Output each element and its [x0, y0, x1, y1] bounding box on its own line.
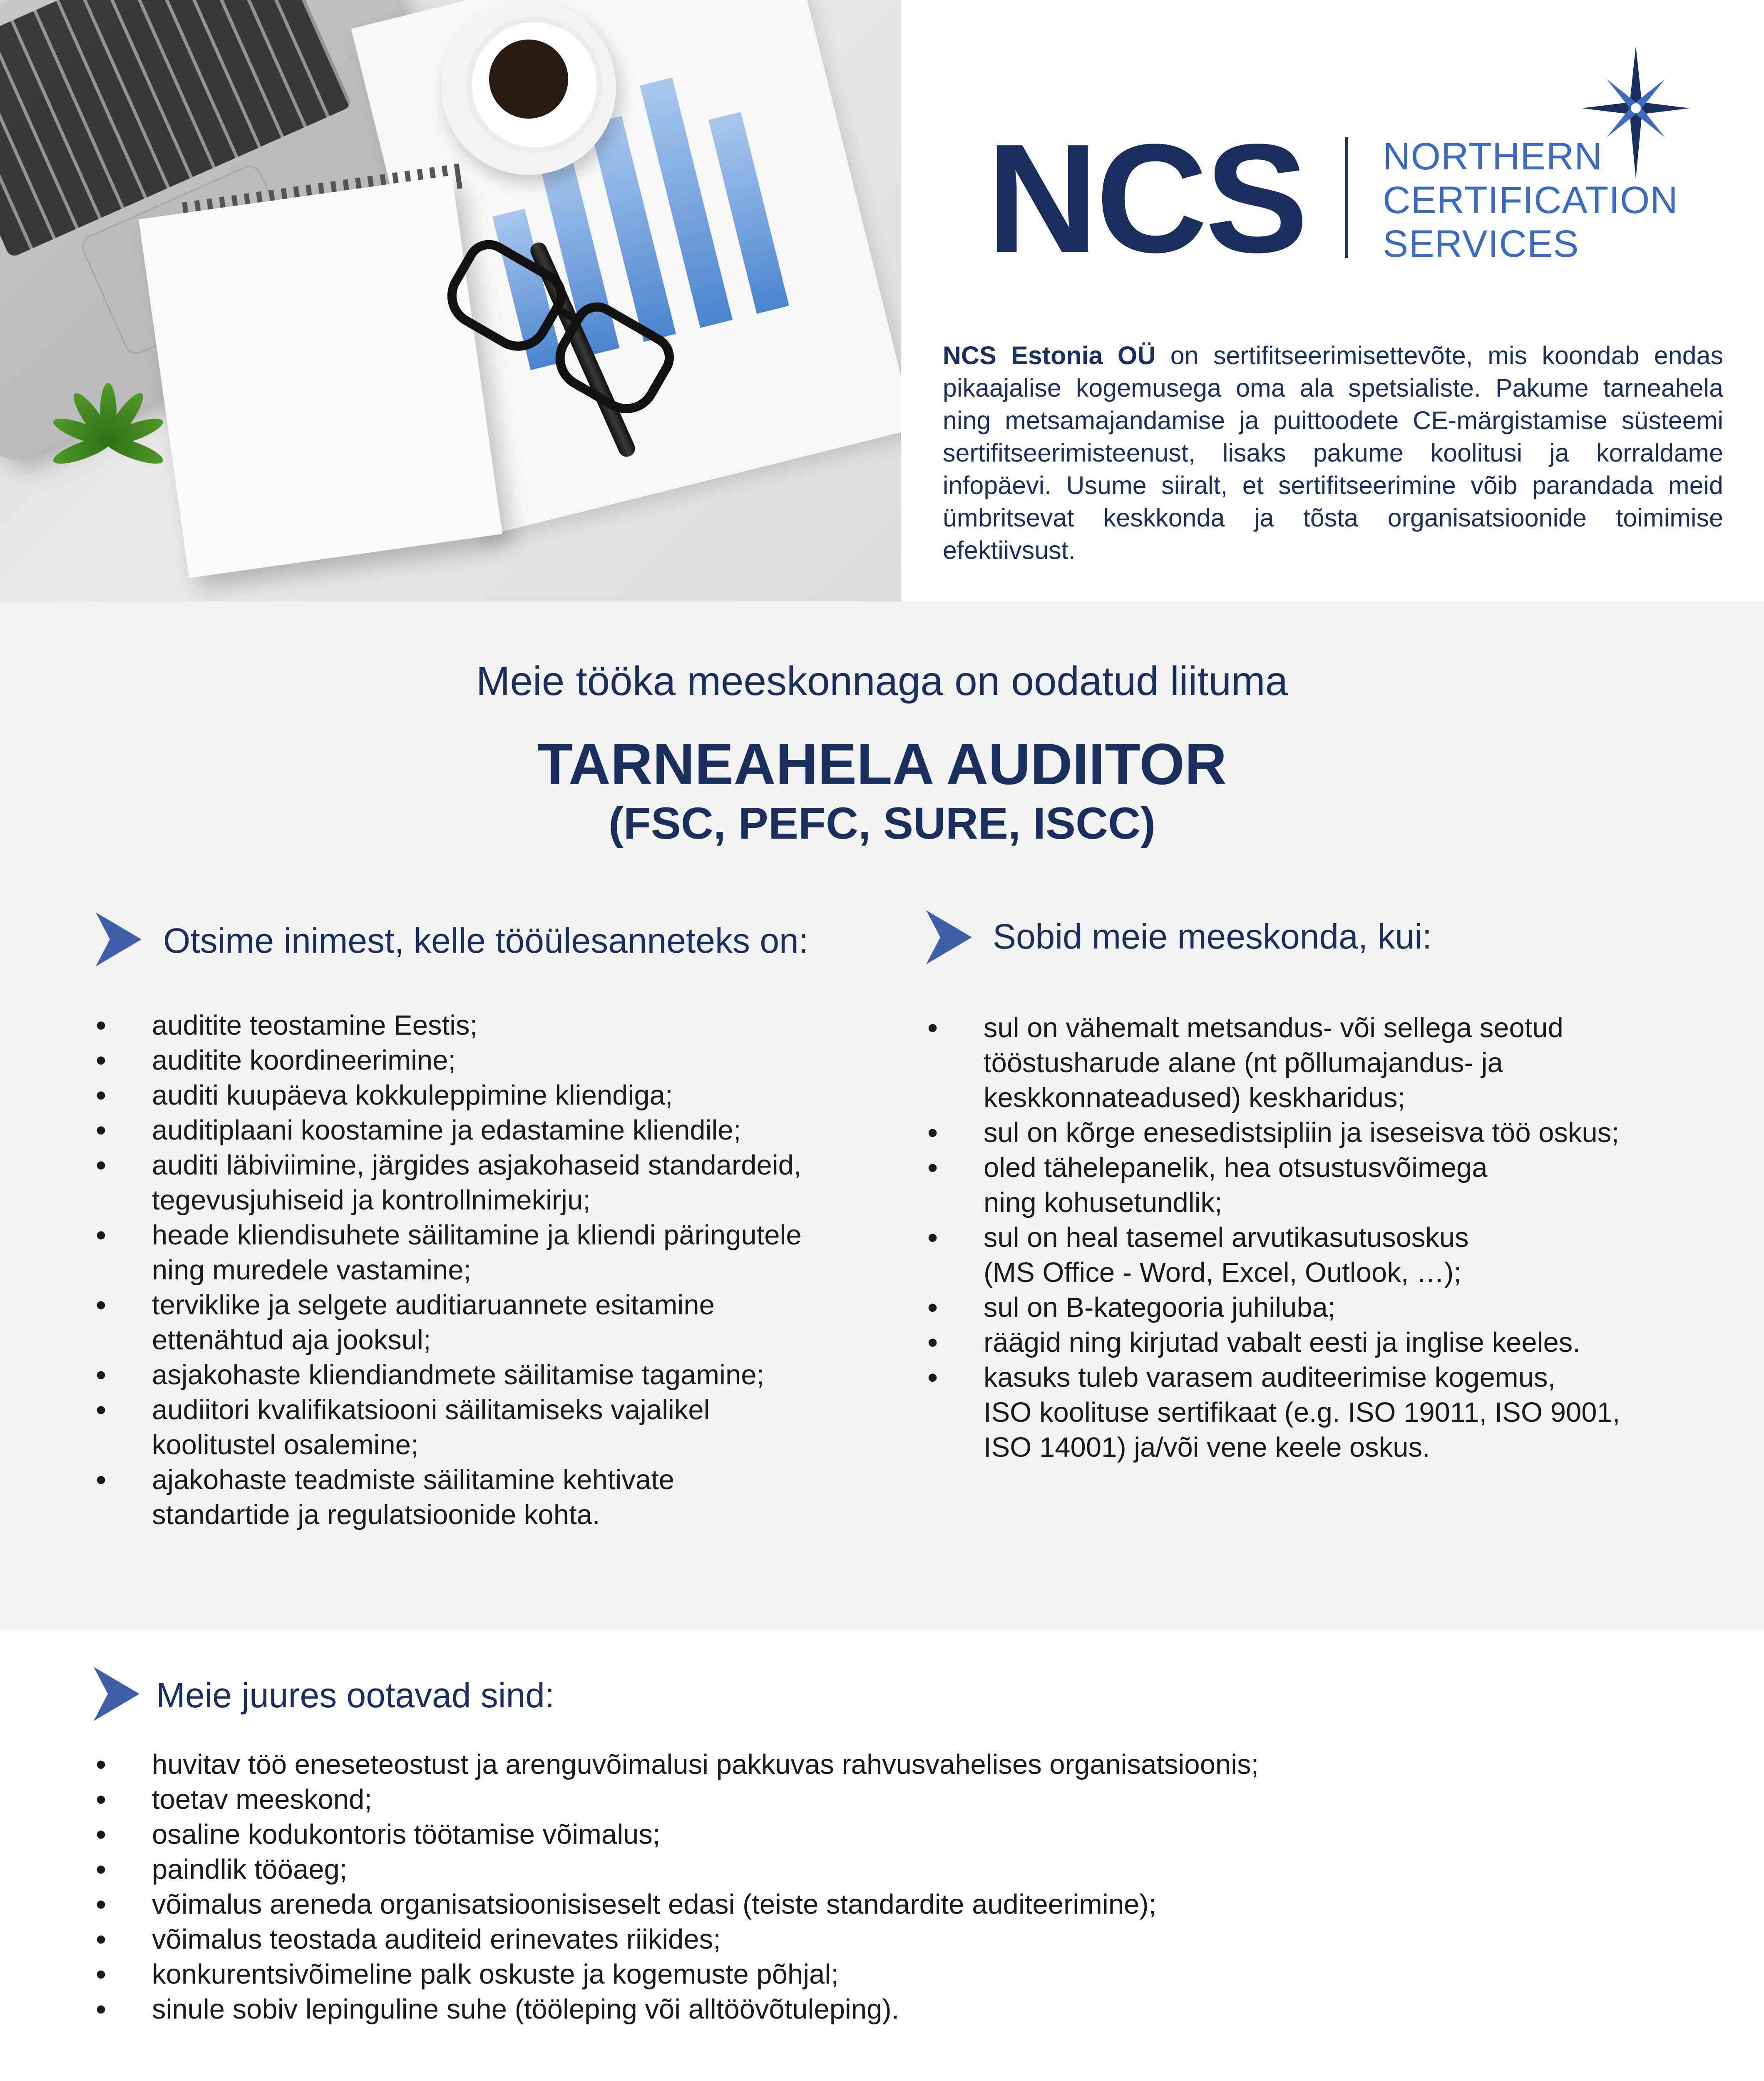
duties-item-text: tegevusjuhiseid ja kontrollnimekirju; — [152, 1185, 591, 1216]
duties-item-text: heade kliendisuhete säilitamine ja kliendi päringutele — [152, 1219, 802, 1251]
benefits-item — [96, 1887, 1719, 1922]
benefits-heading: Meie juures ootavad sind: — [156, 1676, 555, 1715]
intro-text: on sertifitseerimisettevõte, mis koondab endas pikaajalise kogemusega oma ala spetsialiste. Pakume tarneahela ning metsamajandamise ja puittoodete CE-märgistamise süsteemi sertifitseerimisteenust, lisaks pakume koolitusi ja korraldame infopäevi. Usume siiralt, et sertifitseerimine võib parandada meid ümbritsevat keskkonda ja tõsta organisatsioonide toimimise efektiivsust. — [943, 341, 1723, 564]
requirements-item — [927, 1220, 1727, 1290]
company-intro — [943, 339, 1723, 566]
duties-item-text: standartide ja regulatsioonide kohta. — [152, 1499, 600, 1530]
logo-line-1: NORTHERN — [1383, 135, 1603, 178]
duties-item — [96, 1043, 907, 1078]
duties-item-text: terviklike ja selgete auditiaruannete esitamine — [152, 1289, 715, 1321]
duties-item — [96, 1288, 907, 1358]
benefits-item — [96, 1782, 1719, 1817]
requirements-item-text: ISO 14001) ja/või vene keele oskus. — [984, 1432, 1430, 1463]
logo-line-3: SERVICES — [1383, 223, 1579, 265]
benefits-item-text: osaline kodukontoris töötamise võimalus; — [152, 1819, 661, 1850]
coffee-image — [489, 40, 568, 119]
notebook-image — [139, 175, 502, 578]
requirements-item — [927, 1290, 1727, 1325]
benefits-item — [96, 1817, 1719, 1852]
benefits-item-text: paindlik tööaeg; — [152, 1854, 348, 1885]
requirements-item — [927, 1360, 1727, 1465]
duties-item-text: auditi kuupäeva kokkuleppimine kliendiga; — [152, 1080, 673, 1111]
duties-item-text: audiitori kvalifikatsiooni säilitamiseks vajalikel — [152, 1394, 710, 1425]
benefits-item — [96, 1747, 1719, 1782]
benefits-item-text: võimalus areneda organisatsioonisiseselt edasi (teiste standardite auditeerimine); — [152, 1889, 1157, 1920]
duties-item — [96, 1358, 907, 1393]
requirements-item-text: sul on vähemalt metsandus- või sellega seotud — [984, 1012, 1563, 1043]
duties-item — [96, 1463, 907, 1532]
benefits-list — [96, 1747, 1719, 2027]
logo-divider — [1345, 137, 1348, 258]
requirements-item-text: kasuks tuleb varasem auditeerimise kogemus, — [984, 1362, 1556, 1393]
job-lead: Meie tööka meeskonnaga on oodatud liituma — [476, 658, 1288, 704]
requirements-item-text: ning kohusetundlik; — [984, 1187, 1222, 1218]
compass-star-icon — [1582, 46, 1690, 179]
job-title: TARNEAHELA AUDIITOR — [537, 731, 1227, 797]
benefits-item-text: toetav meeskond; — [152, 1784, 372, 1815]
company-name: NCS Estonia OÜ — [943, 341, 1156, 370]
duties-item-text: auditiplaani koostamine ja edastamine kliendile; — [152, 1115, 741, 1146]
duties-heading: Otsime inimest, kelle tööülesanneteks on: — [163, 921, 809, 960]
benefits-item — [96, 1957, 1719, 1992]
requirements-list — [927, 1011, 1727, 1465]
duties-item — [96, 1008, 907, 1043]
duties-item-text: ning muredele vastamine; — [152, 1254, 472, 1286]
duties-item — [96, 1113, 907, 1148]
duties-item-text: ajakohaste teadmiste säilitamine kehtivate — [152, 1464, 675, 1495]
requirements-item-text: tööstusharude alane (nt põllumajandus- ja — [984, 1047, 1503, 1078]
requirements-item-text: sul on heal tasemel arvutikasutusoskus — [984, 1222, 1469, 1253]
logo-line-2: CERTIFICATION — [1383, 179, 1678, 221]
requirements-item-text: räägid ning kirjutad vabalt eesti ja inglise keeles. — [984, 1327, 1580, 1358]
requirements-heading: Sobid meie meeskonda, kui: — [993, 917, 1432, 956]
requirements-item-text: keskkonnateadused) keskharidus; — [984, 1082, 1406, 1113]
duties-item — [96, 1148, 907, 1218]
duties-item — [96, 1078, 907, 1113]
duties-item — [96, 1218, 907, 1288]
duties-item-text: ettenähtud aja jooksul; — [152, 1324, 431, 1356]
duties-item-text: koolitustel osalemine; — [152, 1429, 419, 1460]
requirements-item-text: sul on kõrge enesedistsipliin ja iseseisva töö oskus; — [984, 1117, 1619, 1148]
duties-item — [96, 1393, 907, 1463]
benefits-item — [96, 1852, 1719, 1887]
arrow-right-icon — [94, 1667, 139, 1721]
header-photo — [0, 0, 901, 601]
benefits-item-text: huvitav töö eneseteostust ja arenguvõimalusi pakkuvas rahvusvahelises organisatsioonis; — [152, 1749, 1259, 1780]
logo-wordmark: NCS — [986, 112, 1306, 285]
duties-item-text: auditi läbiviimine, järgides asjakohaseid standardeid, — [152, 1150, 802, 1181]
benefits-item-text: sinule sobiv lepinguline suhe (tööleping või alltöövõtuleping). — [152, 1994, 899, 2025]
requirements-item — [927, 1115, 1727, 1150]
benefits-item-text: võimalus teostada auditeid erinevates riikides; — [152, 1924, 721, 1955]
arrow-right-icon — [926, 910, 972, 964]
duties-item-text: asjakohaste kliendiandmete säilitamise tagamine; — [152, 1359, 765, 1391]
requirements-item-text: (MS Office - Word, Excel, Outlook, …); — [984, 1257, 1461, 1288]
requirements-item — [927, 1011, 1727, 1115]
benefits-item-text: konkurentsivõimeline palk oskuste ja kogemuste põhjal; — [152, 1959, 839, 1990]
duties-item-text: auditite teostamine Eestis; — [152, 1010, 478, 1041]
requirements-item — [927, 1325, 1727, 1360]
requirements-item-text: ISO koolituse sertifikaat (e.g. ISO 19011, ISO 9001, — [984, 1397, 1620, 1428]
duties-list — [96, 1008, 907, 1532]
arrow-right-icon — [96, 912, 142, 966]
benefits-item — [96, 1922, 1719, 1957]
requirements-item-text: sul on B-kategooria juhiluba; — [984, 1292, 1336, 1323]
duties-item-text: auditite koordineerimine; — [152, 1045, 456, 1076]
benefits-item — [96, 1992, 1719, 2027]
job-subtitle: (FSC, PEFC, SURE, ISCC) — [608, 798, 1156, 848]
requirements-item — [927, 1150, 1727, 1220]
requirements-item-text: oled tähelepanelik, hea otsustusvõimega — [984, 1152, 1488, 1183]
plant-image — [46, 375, 171, 499]
